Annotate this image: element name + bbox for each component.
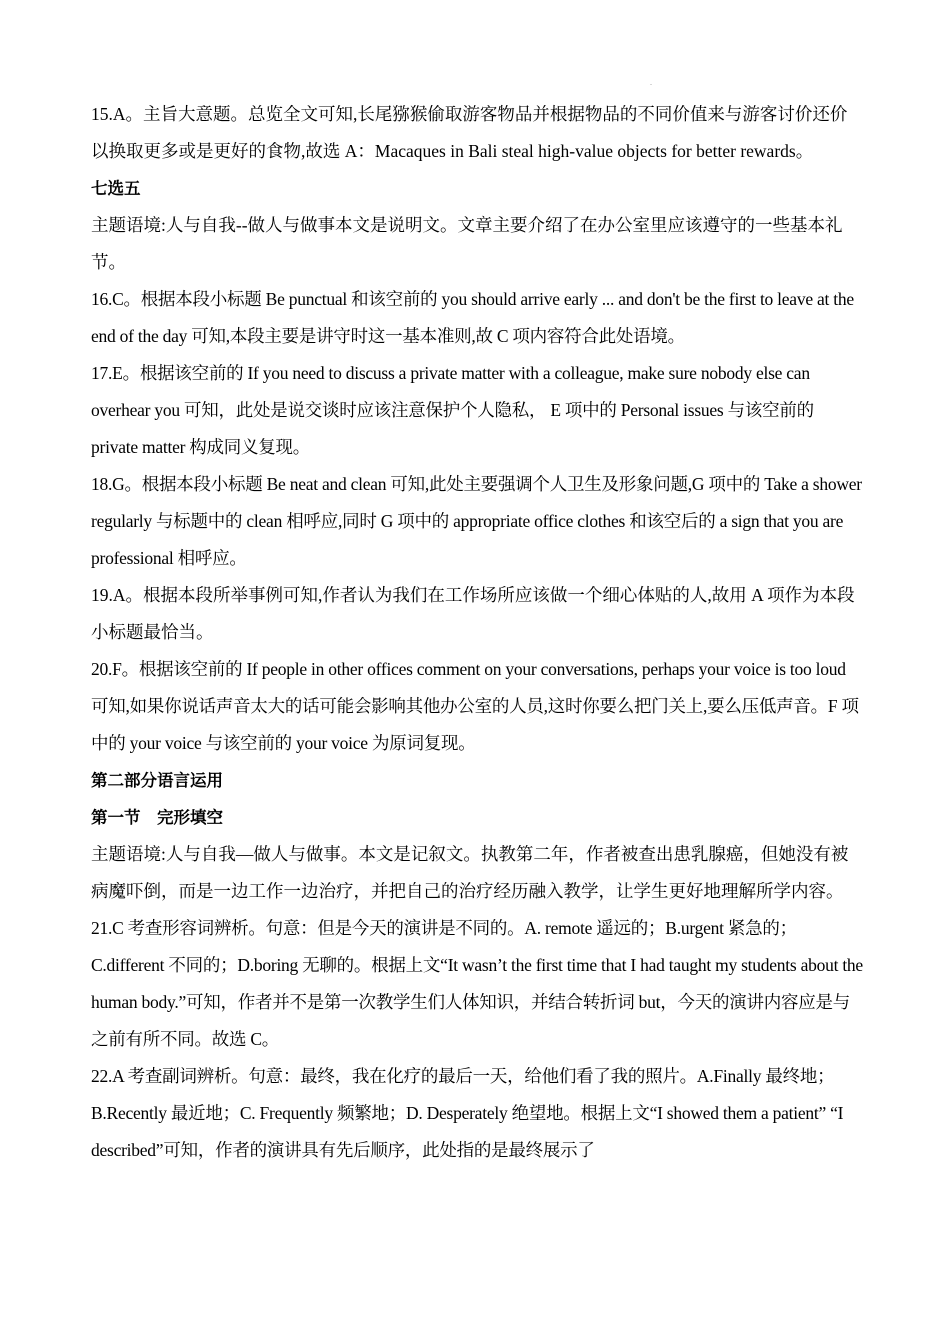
answer-22-explanation: 22.A 考查副词辨析。句意：最终，我在化疗的最后一天，给他们看了我的照片。A.Finally 最终地；B.Recently 最近地；C. Frequently 频繁地；D. Desperately 绝望地。根据上文“I showed them a patient” “I described”可知，作者的演讲具有先后顺序，此处指的是最终展示了 bbox=[91, 1066, 844, 1160]
answer-15-explanation: 15.A。主旨大意题。总览全文可知,长尾猕猴偷取游客物品并根据物品的不同价值来与游客讨价还价以换取更多或是更好的食物,故选 A：Macaques in Bali steal high-value objects for better rewards。 bbox=[91, 104, 848, 161]
section-context-intro: 主题语境:人与自我--做人与做事本文是说明文。文章主要介绍了在办公室里应该遵守的一些基本礼节。 bbox=[91, 215, 843, 272]
section-one-cloze-heading: 第一节 完形填空 bbox=[91, 808, 223, 827]
document-body bbox=[91, 96, 863, 1169]
cloze-context-intro: 主题语境:人与自我—做人与做事。本文是记叙文。执教第二年，作者被查出患乳腺癌，但她没有被病魔吓倒，而是一边工作一边治疗，并把自己的治疗经历融入教学，让学生更好地理解所学内容。 bbox=[91, 844, 849, 901]
answer-21-explanation: 21.C 考查形容词辨析。句意：但是今天的演讲是不同的。A. remote 遥远的；B.urgent 紧急的；C.different 不同的；D.boring 无聊的。根据上文“It wasn’t the first time that I had taught my students about the human body.”可知，作者并不是第一次教学生们人体知识，并结合转折词 but，今天的演讲内容应是与之前有所不同。故选 C。 bbox=[91, 918, 863, 1049]
answer-18-explanation: 18.G。根据本段小标题 Be neat and clean 可知,此处主要强调个人卫生及形象问题,G 项中的 Take a shower regularly 与标题中的 clean 相呼应,同时 G 项中的 appropriate office clothes 和该空后的 a sign that you are professional 相呼应。 bbox=[91, 474, 862, 568]
answer-16-explanation: 16.C。根据本段小标题 Be punctual 和该空前的 you should arrive early ... and don't be the first to leave at the end of the day 可知,本段主要是讲守时这一基本准则,故 C 项内容符合此处语境。 bbox=[91, 289, 854, 346]
answer-17-explanation: 17.E。根据该空前的 If you need to discuss a private matter with a colleague, make sure nobody else can overhear you 可知，此处是说交谈时应该注意保护个人隐私， E 项中的 Personal issues 与该空前的 private matter 构成同义复现。 bbox=[91, 363, 814, 457]
answer-20-explanation: 20.F。根据该空前的 If people in other offices comment on your conversations, perhaps your voice is too loud 可知,如果你说话声音太大的话可能会影响其他办公室的人员,这时你要么把门关上,要么压低声音。F 项中的 your voice 与该空前的 your voice 为原词复现。 bbox=[91, 659, 859, 753]
part-two-heading: 第二部分语言运用 bbox=[91, 771, 223, 790]
section-heading-seven-choose-five: 七选五 bbox=[91, 179, 141, 198]
page-marker-dot: . bbox=[650, 78, 652, 87]
answer-19-explanation: 19.A。根据本段所举事例可知,作者认为我们在工作场所应该做一个细心体贴的人,故用 A 项作为本段小标题最恰当。 bbox=[91, 585, 855, 642]
